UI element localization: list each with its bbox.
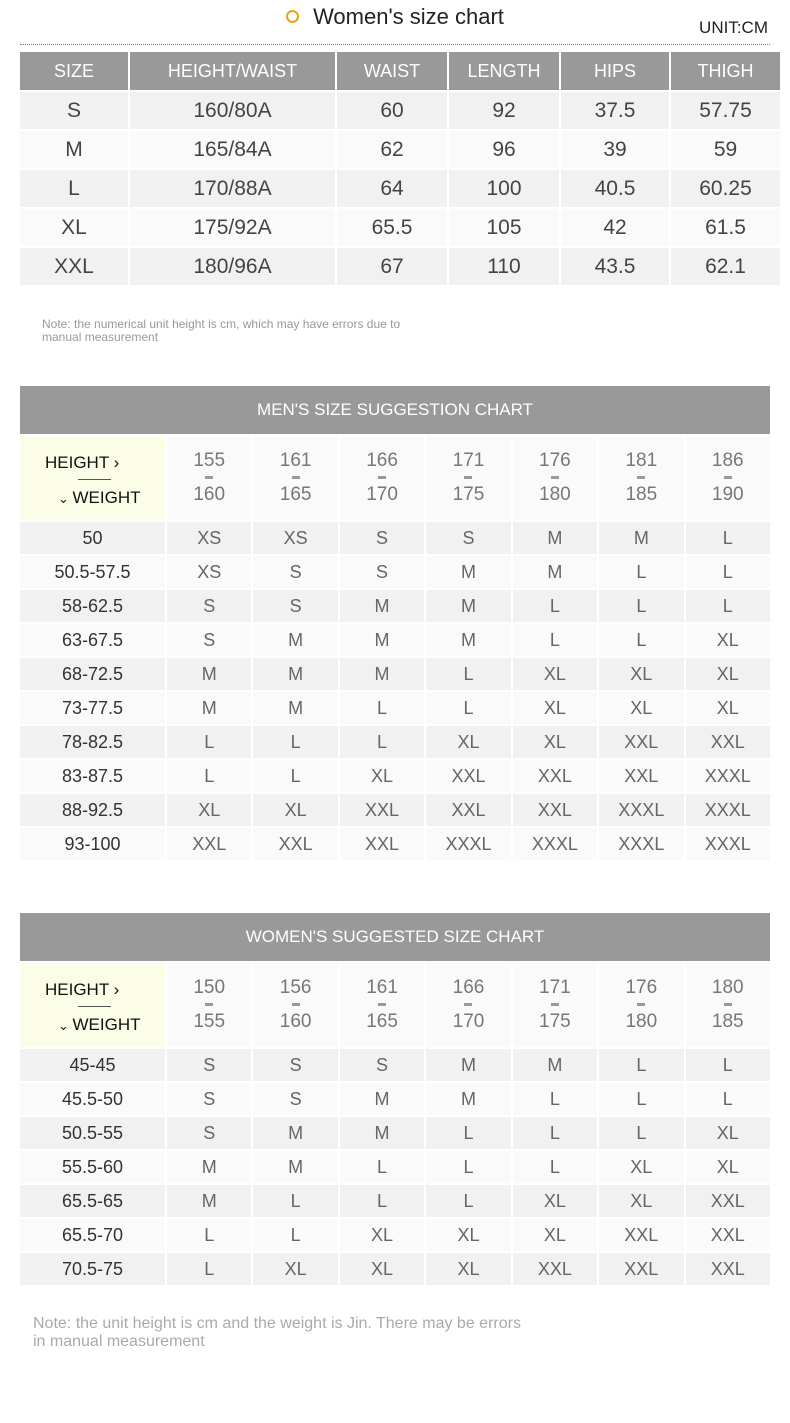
table-row [20, 1253, 770, 1285]
height-max: 160 [193, 484, 226, 505]
size-cell: M [340, 624, 424, 656]
size-cell: L [426, 692, 510, 724]
table-row [20, 828, 770, 860]
height-range [599, 963, 683, 1047]
size-cell: XXXL [686, 828, 770, 860]
size-cell: XS [167, 522, 251, 554]
size-cell: L [253, 726, 337, 758]
height-range [340, 436, 424, 520]
column-header: SIZE [20, 52, 128, 90]
column-header: THIGH [671, 52, 780, 90]
size-cell: XL [599, 1185, 683, 1217]
weight-cell: 58-62.5 [20, 590, 165, 622]
table-row [20, 726, 770, 758]
size-cell: XXL [426, 760, 510, 792]
size-cell: M [426, 590, 510, 622]
weight-cell: 45.5-50 [20, 1083, 165, 1115]
men-chart-title: MEN'S SIZE SUGGESTION CHART [20, 386, 770, 434]
weight-cell: 55.5-60 [20, 1151, 165, 1183]
size-cell: L [599, 1049, 683, 1081]
weight-note: Note: the unit height is cm and the weight is Jin. There may be errors in manual measurement [33, 1315, 521, 1350]
dash-separator [551, 1003, 559, 1006]
table-row [20, 556, 770, 588]
column-header: WAIST [337, 52, 447, 90]
measurement-note: Note: the numerical unit height is cm, which may have errors due to manual measurement [42, 317, 401, 344]
height-max: 165 [366, 1011, 398, 1032]
weight-cell: 73-77.5 [20, 692, 165, 724]
dash-separator [378, 476, 386, 479]
weight-cell: 45-45 [20, 1049, 165, 1081]
height-min: 181 [625, 450, 658, 471]
size-cell: XXL [599, 1219, 683, 1251]
table-row [20, 794, 770, 826]
size-cell: XXL [599, 1253, 683, 1285]
height-weight-corner [20, 963, 165, 1047]
women-size-table [18, 961, 772, 1287]
size-cell: M [426, 556, 510, 588]
size-cell: XS [167, 556, 251, 588]
size-cell: S [340, 1049, 424, 1081]
height-range [426, 963, 510, 1047]
table-row [20, 522, 770, 554]
size-cell: XXL [686, 1185, 770, 1217]
weight-cell: 63-67.5 [20, 624, 165, 656]
size-cell: M [253, 624, 337, 656]
height-max: 170 [452, 1011, 485, 1032]
height-min: 176 [539, 450, 571, 471]
size-cell: L [340, 1185, 424, 1217]
height-range [253, 436, 337, 520]
size-cell: XL [513, 658, 597, 690]
height-min: 176 [625, 977, 658, 998]
table-cell: 180/96A [130, 248, 335, 285]
size-cell: L [686, 556, 770, 588]
height-max: 165 [279, 484, 312, 505]
height-max: 170 [366, 484, 398, 505]
table-row [20, 1151, 770, 1183]
dotted-divider [20, 44, 770, 45]
size-cell: S [167, 1117, 251, 1149]
table-cell: 62.1 [671, 248, 780, 285]
table-cell: 105 [449, 209, 559, 246]
height-label [45, 453, 119, 473]
dash-separator [464, 476, 472, 479]
height-max: 175 [452, 484, 485, 505]
size-cell: L [513, 624, 597, 656]
weight-text: WEIGHT [72, 1015, 141, 1034]
size-cell: XXL [599, 726, 683, 758]
size-cell: M [340, 658, 424, 690]
column-header: HEIGHT/WAIST [130, 52, 335, 90]
table-row [20, 658, 770, 690]
size-cell: XL [513, 1219, 597, 1251]
dash-separator [637, 476, 645, 479]
chevron-right-icon: › [108, 980, 120, 999]
height-min: 150 [193, 977, 226, 998]
height-range [253, 963, 337, 1047]
weight-cell: 83-87.5 [20, 760, 165, 792]
height-min: 180 [711, 977, 744, 998]
size-cell: S [426, 522, 510, 554]
size-cell: L [686, 590, 770, 622]
table-cell: 100 [449, 170, 559, 207]
table-row [20, 1219, 770, 1251]
table-cell: 92 [449, 92, 559, 129]
height-max: 190 [711, 484, 744, 505]
title-text: Women's size chart [313, 4, 504, 29]
size-cell: S [253, 1083, 337, 1115]
size-cell: XXL [340, 794, 424, 826]
height-max: 185 [711, 1011, 744, 1032]
size-cell: L [426, 658, 510, 690]
table-row [20, 760, 770, 792]
size-cell: XL [686, 692, 770, 724]
height-text: HEIGHT [45, 453, 109, 472]
size-cell: M [253, 1117, 337, 1149]
size-cell: L [340, 1151, 424, 1183]
weight-cell: 68-72.5 [20, 658, 165, 690]
size-cell: XXXL [513, 828, 597, 860]
size-cell: L [599, 1083, 683, 1115]
size-cell: XL [513, 1185, 597, 1217]
table-cell: 64 [337, 170, 447, 207]
weight-cell: 50 [20, 522, 165, 554]
height-range [340, 963, 424, 1047]
table-cell: M [20, 131, 128, 168]
table-row [20, 248, 780, 285]
height-min: 171 [452, 450, 485, 471]
size-cell: XL [426, 1219, 510, 1251]
circle-icon [286, 10, 299, 23]
size-cell: XXL [426, 794, 510, 826]
size-cell: L [599, 1117, 683, 1149]
size-cell: M [513, 522, 597, 554]
height-label [45, 980, 119, 1000]
size-cell: L [686, 1083, 770, 1115]
unit-label: UNIT:CM [699, 18, 768, 37]
height-range [426, 436, 510, 520]
weight-cell: 65.5-65 [20, 1185, 165, 1217]
table-cell: 57.75 [671, 92, 780, 129]
size-cell: S [167, 1049, 251, 1081]
table-cell: 170/88A [130, 170, 335, 207]
size-cell: M [253, 658, 337, 690]
size-cell: M [599, 522, 683, 554]
table-cell: 67 [337, 248, 447, 285]
dash-separator [292, 1003, 300, 1006]
size-cell: M [426, 624, 510, 656]
table-cell: 62 [337, 131, 447, 168]
size-cell: L [340, 692, 424, 724]
page-title [0, 4, 790, 30]
table-cell: 40.5 [561, 170, 669, 207]
size-cell: L [167, 726, 251, 758]
height-text: HEIGHT [45, 980, 109, 999]
table-row [20, 92, 780, 129]
height-max: 175 [539, 1011, 571, 1032]
size-cell: XXXL [599, 794, 683, 826]
table-cell: 65.5 [337, 209, 447, 246]
size-cell: L [513, 1151, 597, 1183]
height-min: 166 [366, 450, 398, 471]
size-cell: L [340, 726, 424, 758]
size-cell: XL [253, 794, 337, 826]
chevron-down-icon: ⌄ [58, 491, 73, 506]
size-cell: XL [340, 1219, 424, 1251]
size-cell: M [513, 556, 597, 588]
size-cell: XL [167, 794, 251, 826]
size-cell: XL [340, 760, 424, 792]
size-cell: S [253, 590, 337, 622]
weight-cell: 88-92.5 [20, 794, 165, 826]
size-cell: S [253, 1049, 337, 1081]
table-cell: 39 [561, 131, 669, 168]
size-cell: M [426, 1049, 510, 1081]
table-cell: 165/84A [130, 131, 335, 168]
weight-cell: 50.5-57.5 [20, 556, 165, 588]
size-cell: M [167, 1151, 251, 1183]
size-cell: L [426, 1185, 510, 1217]
height-min: 166 [452, 977, 485, 998]
weight-cell: 50.5-55 [20, 1117, 165, 1149]
size-cell: S [340, 556, 424, 588]
dash-separator [724, 476, 732, 479]
size-cell: XXL [513, 794, 597, 826]
size-cell: XXL [599, 760, 683, 792]
table-header-row [20, 963, 770, 1047]
size-cell: L [426, 1151, 510, 1183]
column-header: LENGTH [449, 52, 559, 90]
size-cell: L [686, 522, 770, 554]
weight-label [58, 1015, 141, 1036]
size-cell: S [167, 624, 251, 656]
table-cell: 61.5 [671, 209, 780, 246]
size-cell: L [167, 1219, 251, 1251]
table-row [20, 209, 780, 246]
height-min: 161 [366, 977, 398, 998]
table-cell: XXL [20, 248, 128, 285]
table-cell: 60.25 [671, 170, 780, 207]
size-cell: L [167, 760, 251, 792]
size-cell: XXXL [599, 828, 683, 860]
table-row [20, 624, 770, 656]
size-cell: L [513, 1117, 597, 1149]
column-header: HIPS [561, 52, 669, 90]
size-cell: S [167, 1083, 251, 1115]
weight-cell: 78-82.5 [20, 726, 165, 758]
table-cell: 110 [449, 248, 559, 285]
weight-text: WEIGHT [72, 488, 141, 507]
size-cell: M [426, 1083, 510, 1115]
chevron-down-icon: ⌄ [58, 1018, 73, 1033]
size-cell: M [167, 1185, 251, 1217]
height-min: 171 [539, 977, 571, 998]
size-cell: L [599, 590, 683, 622]
divider-line [78, 1006, 111, 1007]
size-cell: M [513, 1049, 597, 1081]
table-cell: 60 [337, 92, 447, 129]
size-cell: XXL [253, 828, 337, 860]
size-cell: XXL [686, 1219, 770, 1251]
height-range [686, 963, 770, 1047]
size-cell: M [340, 1117, 424, 1149]
height-min: 155 [193, 450, 226, 471]
height-max: 180 [539, 484, 571, 505]
size-cell: XL [599, 658, 683, 690]
size-cell: XXL [513, 760, 597, 792]
size-cell: XL [340, 1253, 424, 1285]
weight-cell: 65.5-70 [20, 1219, 165, 1251]
size-cell: L [513, 1083, 597, 1115]
table-row [20, 692, 770, 724]
dash-separator [378, 1003, 386, 1006]
size-cell: L [253, 1185, 337, 1217]
size-cell: XXL [686, 726, 770, 758]
size-cell: M [340, 1083, 424, 1115]
table-row [20, 1117, 770, 1149]
size-cell: XL [686, 1117, 770, 1149]
size-cell: XL [253, 1253, 337, 1285]
divider-line [78, 479, 111, 480]
size-cell: L [513, 590, 597, 622]
size-cell: S [253, 556, 337, 588]
table-row [20, 590, 770, 622]
size-cell: L [253, 1219, 337, 1251]
dash-separator [464, 1003, 472, 1006]
size-cell: XL [686, 658, 770, 690]
height-range [167, 963, 251, 1047]
size-cell: M [340, 590, 424, 622]
table-row [20, 1049, 770, 1081]
size-cell: XXXL [426, 828, 510, 860]
dash-separator [551, 476, 559, 479]
size-cell: L [426, 1117, 510, 1149]
dash-separator [205, 1003, 213, 1006]
size-cell: XS [253, 522, 337, 554]
weight-label [58, 488, 141, 509]
size-cell: XL [686, 624, 770, 656]
size-cell: M [253, 692, 337, 724]
size-cell: XXL [167, 828, 251, 860]
women-chart-title: WOMEN'S SUGGESTED SIZE CHART [20, 913, 770, 961]
height-max: 155 [193, 1011, 226, 1032]
size-cell: M [167, 658, 251, 690]
size-cell: XXXL [686, 760, 770, 792]
height-min: 161 [279, 450, 312, 471]
height-max: 180 [625, 1011, 658, 1032]
height-range [167, 436, 251, 520]
size-cell: XXXL [686, 794, 770, 826]
table-cell: 160/80A [130, 92, 335, 129]
height-range [686, 436, 770, 520]
size-cell: L [686, 1049, 770, 1081]
size-cell: S [167, 590, 251, 622]
table-cell: XL [20, 209, 128, 246]
dash-separator [637, 1003, 645, 1006]
size-cell: XL [426, 1253, 510, 1285]
dash-separator [205, 476, 213, 479]
table-cell: 59 [671, 131, 780, 168]
size-cell: XL [513, 692, 597, 724]
height-range [513, 963, 597, 1047]
weight-cell: 70.5-75 [20, 1253, 165, 1285]
table-cell: 96 [449, 131, 559, 168]
table-row [20, 1083, 770, 1115]
size-cell: XXL [686, 1253, 770, 1285]
size-cell: XXL [340, 828, 424, 860]
size-cell: XL [426, 726, 510, 758]
height-max: 160 [279, 1011, 312, 1032]
table-row [20, 1185, 770, 1217]
size-cell: M [253, 1151, 337, 1183]
size-cell: L [599, 556, 683, 588]
table-cell: L [20, 170, 128, 207]
height-weight-corner [20, 436, 165, 520]
table-cell: 175/92A [130, 209, 335, 246]
height-max: 185 [625, 484, 658, 505]
size-table-header [20, 52, 780, 90]
size-cell: XL [686, 1151, 770, 1183]
weight-cell: 93-100 [20, 828, 165, 860]
height-min: 156 [279, 977, 312, 998]
table-cell: S [20, 92, 128, 129]
size-cell: XL [599, 692, 683, 724]
size-cell: S [340, 522, 424, 554]
size-table [18, 50, 782, 287]
table-row [20, 170, 780, 207]
size-cell: L [253, 760, 337, 792]
size-cell: L [599, 624, 683, 656]
size-cell: XL [513, 726, 597, 758]
dash-separator [292, 476, 300, 479]
table-cell: 37.5 [561, 92, 669, 129]
table-row [20, 131, 780, 168]
size-cell: M [167, 692, 251, 724]
table-cell: 42 [561, 209, 669, 246]
size-cell: L [167, 1253, 251, 1285]
height-range [513, 436, 597, 520]
table-cell: 43.5 [561, 248, 669, 285]
dash-separator [724, 1003, 732, 1006]
chevron-right-icon: › [108, 453, 120, 472]
size-cell: XL [599, 1151, 683, 1183]
height-range [599, 436, 683, 520]
men-size-table [18, 434, 772, 862]
height-min: 186 [711, 450, 744, 471]
table-header-row [20, 436, 770, 520]
size-cell: XXL [513, 1253, 597, 1285]
